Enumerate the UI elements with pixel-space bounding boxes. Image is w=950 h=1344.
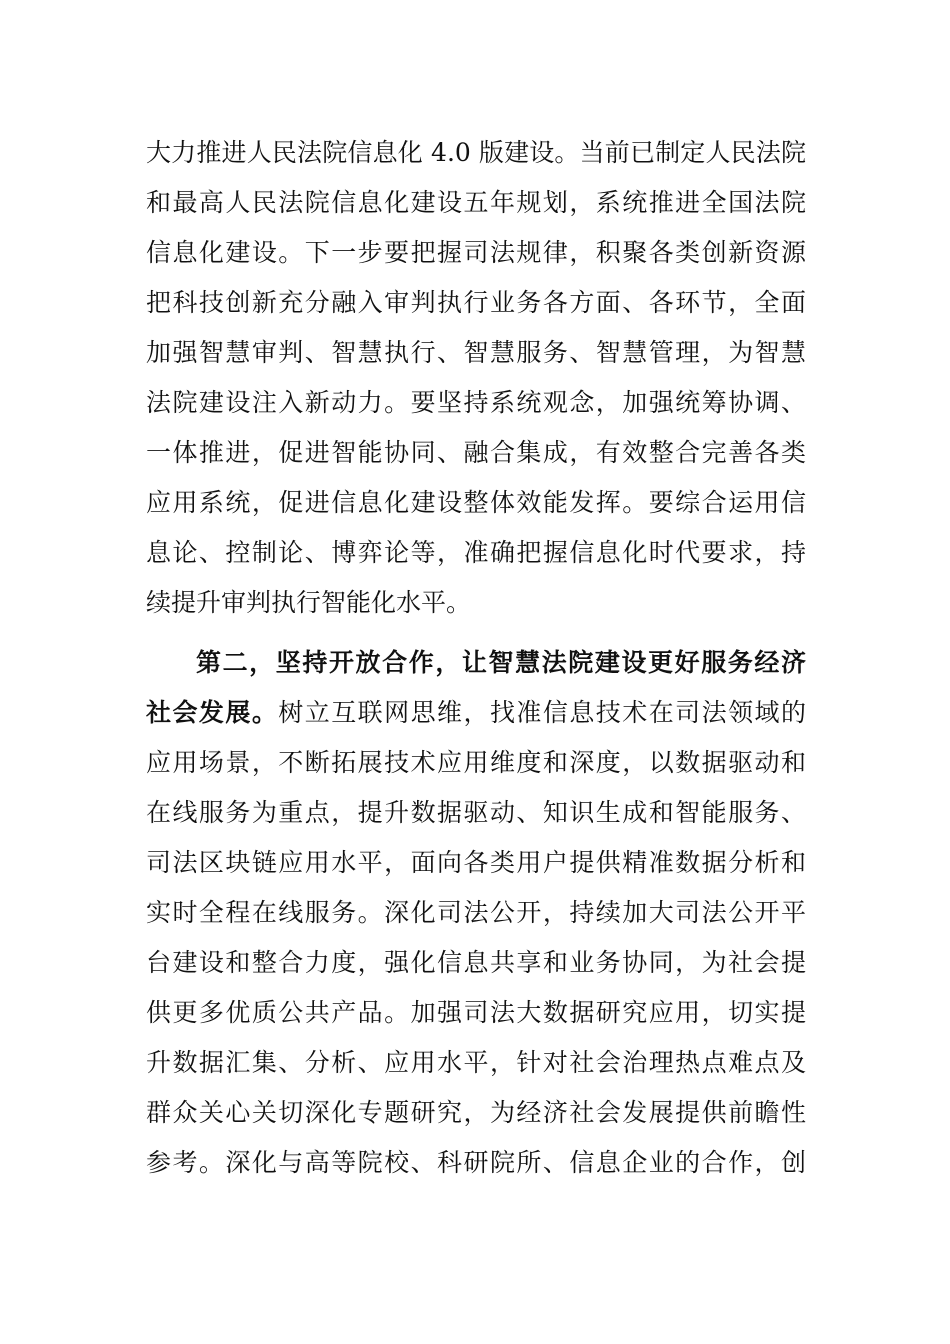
paragraph-line: 续提升审判执行智能化水平。: [146, 588, 472, 617]
paragraph-line: 司法区块链应用水平，面向各类用户提供精准数据分析和: [146, 848, 806, 877]
paragraph-line: 台建设和整合力度，强化信息共享和业务协同，为社会提: [146, 948, 806, 977]
paragraph-line: [146, 688, 806, 738]
paragraph-line: 群众关心关切深化专题研究，为经济社会发展提供前瞻性: [146, 1098, 806, 1127]
paragraph-line: 把科技创新充分融入审判执行业务各方面、各环节，全面: [146, 288, 806, 317]
paragraph-1: [146, 128, 806, 628]
paragraph-line: 和最高人民法院信息化建设五年规划，系统推进全国法院: [146, 188, 806, 217]
paragraph-line: 升数据汇集、分析、应用水平，针对社会治理热点难点及: [146, 1048, 806, 1077]
paragraph-line: 实时全程在线服务。深化司法公开，持续加大司法公开平: [146, 898, 806, 927]
paragraph-text: 树立互联网思维，找准信息技术在司法领域的: [278, 698, 806, 727]
paragraph-line: 法院建设注入新动力。要坚持系统观念，加强统筹协调、: [146, 388, 806, 417]
paragraph-line: 应用系统，促进信息化建设整体效能发挥。要综合运用信: [146, 488, 806, 517]
paragraph-line: 一体推进，促进智能协同、融合集成，有效整合完善各类: [146, 438, 806, 467]
paragraph-line: 参考。深化与高等院校、科研院所、信息企业的合作，创: [146, 1148, 806, 1177]
paragraph-line: 加强智慧审判、智慧执行、智慧服务、智慧管理，为智慧: [146, 338, 806, 367]
paragraph-line: 在线服务为重点，提升数据驱动、知识生成和智能服务、: [146, 798, 806, 827]
section-heading-continued: 社会发展。: [146, 698, 279, 727]
paragraph-line: 息论、控制论、博弈论等，准确把握信息化时代要求，持: [146, 538, 806, 567]
paragraph-line: 大力推进人民法院信息化 4.0 版建设。当前已制定人民法院: [146, 138, 806, 167]
paragraph-line: 应用场景，不断拓展技术应用维度和深度，以数据驱动和: [146, 748, 806, 777]
paragraph-line: 信息化建设。下一步要把握司法规律，积聚各类创新资源: [146, 238, 806, 267]
paragraph-heading-line: [146, 638, 806, 688]
paragraph-2: [146, 638, 806, 1188]
section-heading: 第二，坚持开放合作，让智慧法院建设更好服务经济: [196, 648, 806, 677]
paragraph-line: 供更多优质公共产品。加强司法大数据研究应用，切实提: [146, 998, 806, 1027]
